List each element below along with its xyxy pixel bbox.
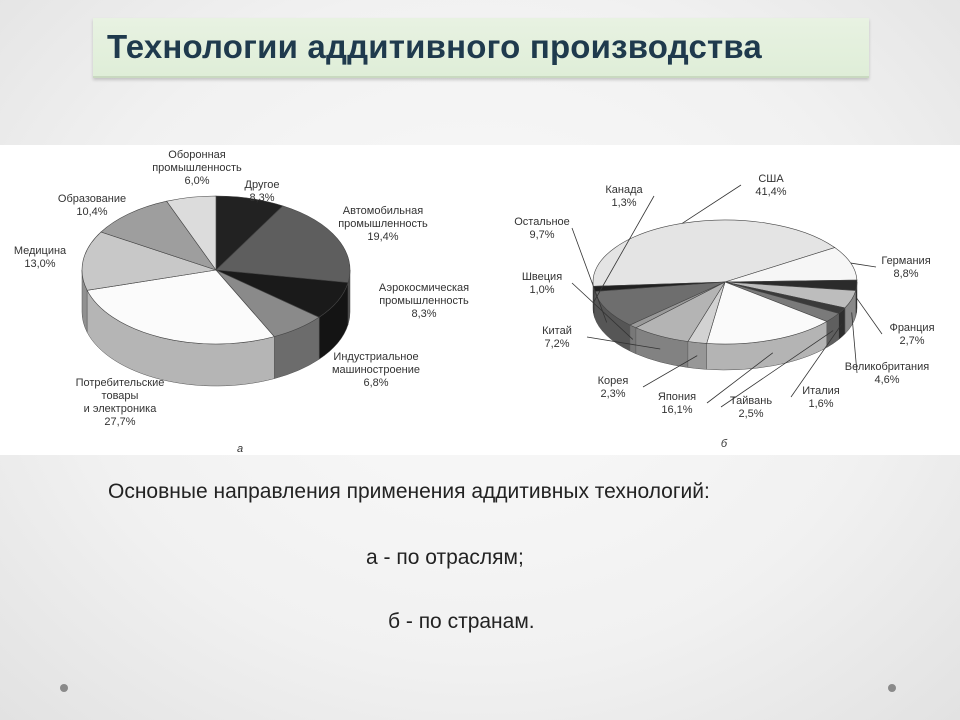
slice-label-8: Корея 2,3% (597, 375, 629, 400)
chart-tag: а (236, 443, 244, 455)
slice-label-3: Аэрокосмическая промышленность 8,3% (378, 282, 470, 320)
slide-title: Технологии аддитивного производства (107, 28, 762, 65)
slice-label-4: Великобритания 4,6% (844, 361, 930, 386)
leader-line-2 (851, 263, 876, 267)
slice-label-10: Швеция 1,0% (521, 271, 563, 296)
chart-tag: б (720, 438, 728, 450)
leader-line-3 (857, 298, 882, 334)
pie-side-8 (688, 342, 707, 370)
slice-label-6: Тайвань 2,5% (729, 395, 773, 420)
decor-dot-left (60, 684, 68, 692)
slice-label-11: Остальное 9,7% (514, 216, 570, 241)
slice-label-12: Канада 1,3% (605, 184, 643, 209)
slice-label-8: Оборонная промышленность 6,0% (152, 149, 242, 187)
slice-label-4: Индустриальное машиностроение 6,8% (331, 351, 421, 389)
slice-label-6: Медицина 13,0% (13, 245, 67, 270)
slice-label-7: Япония 16,1% (657, 391, 697, 416)
pie-chart-countries (514, 173, 934, 450)
slice-label-5: Италия 1,6% (802, 385, 840, 410)
slice-label-2: Автомобильная промышленность 19,4% (338, 205, 428, 243)
slice-label-9: Китай 7,2% (542, 325, 572, 350)
caption-a: а - по отраслям; (366, 546, 524, 569)
caption-b: б - по странам. (388, 610, 535, 633)
slice-label-1: Другое 8,3% (244, 179, 280, 204)
pie-side-10 (630, 325, 636, 354)
slice-label-3: Франция 2,7% (889, 322, 935, 347)
slice-label-2: Германия 8,8% (881, 255, 931, 280)
caption-main: Основные направления применения аддитивных технологий: (108, 480, 710, 503)
pie-top (593, 220, 857, 344)
slice-label-1: США 41,4% (755, 173, 787, 198)
leader-line-1 (682, 185, 741, 223)
pie-top (82, 196, 350, 344)
slice-label-5: Потребительские товары и электроника 27,7% (75, 377, 165, 428)
slice-label-7: Образование 10,4% (57, 193, 127, 218)
pie-chart-industries (14, 149, 469, 455)
decor-dot-right (888, 684, 896, 692)
